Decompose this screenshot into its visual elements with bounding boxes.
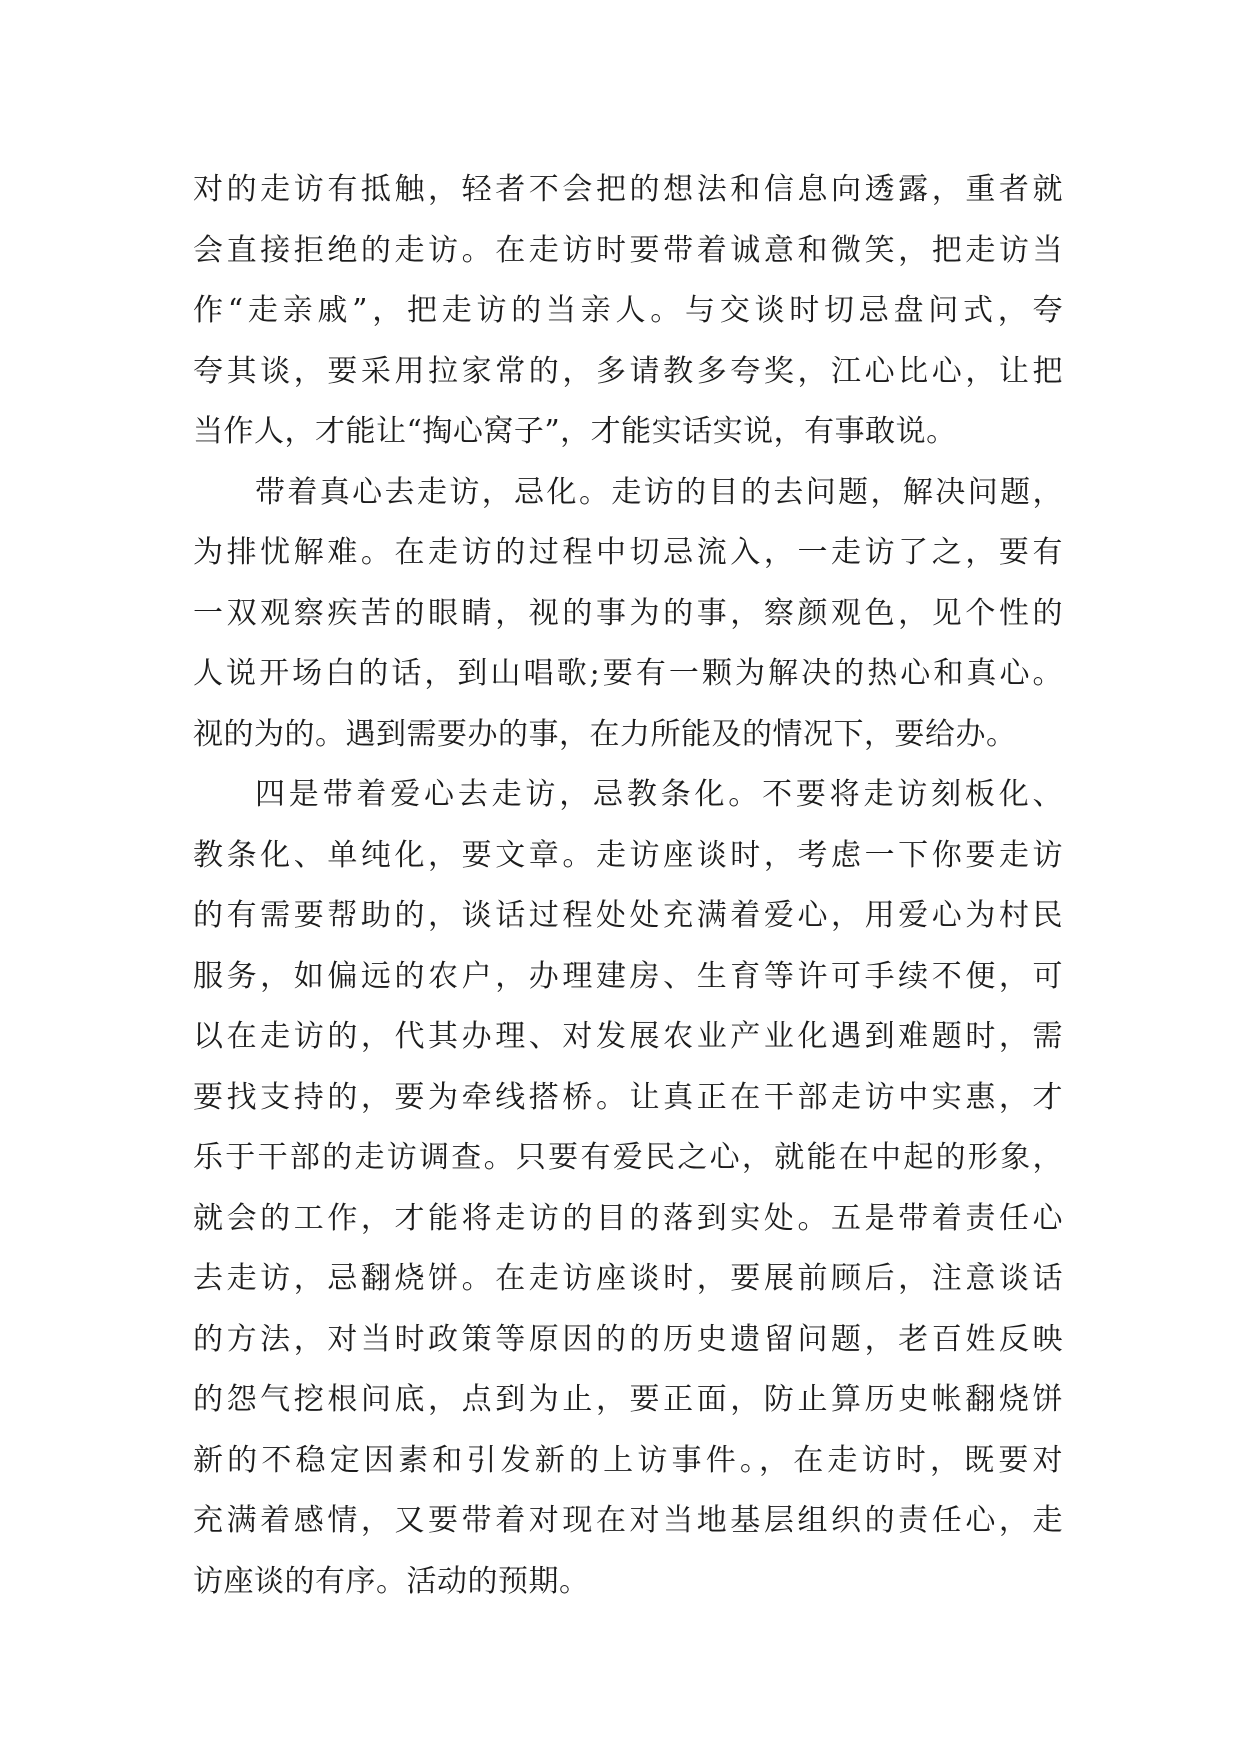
text-line: 访座谈的有序。活动的预期。 bbox=[193, 1563, 590, 1599]
text-line: 当作人，才能让“掏心窝子”，才能实话实说，有事敢说。 bbox=[193, 414, 957, 449]
text-line: 新的不稳定因素和引发新的上访事件。，在走访时，既要对 bbox=[193, 1442, 1063, 1478]
text-line: 夸其谈，要采用拉家常的，多请教多夸奖，江心比心，让把 bbox=[193, 353, 1063, 389]
text-line: 就会的工作，才能将走访的目的落到实处。五是带着责任心 bbox=[193, 1200, 1063, 1236]
text-line: 的怨气挖根问底，点到为止，要正面，防止算历史帐翻烧饼 bbox=[193, 1382, 1063, 1417]
text-line: 视的为的。遇到需要办的事，在力所能及的情况下，要给办。 bbox=[193, 716, 1017, 752]
paragraph-start-line: 四是带着爱心去走访，忌教条化。不要将走访刻板化、 bbox=[255, 777, 1063, 812]
text-line: 服务，如偏远的农户，办理建房、生育等许可手续不便，可 bbox=[193, 958, 1063, 994]
paragraph-start-line: 带着真心去走访，忌化。走访的目的去问题，解决问题， bbox=[255, 474, 1063, 510]
text-line: 去走访，忌翻烧饼。在走访座谈时，要展前顾后，注意谈话 bbox=[193, 1261, 1063, 1296]
text-line: 教条化、单纯化，要文章。走访座谈时，考虑一下你要走访 bbox=[193, 837, 1063, 873]
text-line: 乐于干部的走访调查。只要有爱民之心，就能在中起的形象， bbox=[193, 1140, 1063, 1175]
text-line: 会直接拒绝的走访。在走访时要带着诚意和微笑，把走访当 bbox=[193, 232, 1063, 268]
text-line: 以在走访的，代其办理、对发展农业产业化遇到难题时，需 bbox=[193, 1019, 1063, 1054]
text-line: 充满着感情，又要带着对现在对当地基层组织的责任心，走 bbox=[193, 1503, 1063, 1538]
body-text bbox=[193, 160, 1063, 1612]
text-line: 作“走亲戚”，把走访的当亲人。与交谈时切忌盘问式，夸 bbox=[193, 293, 1063, 328]
text-line: 人说开场白的话，到山唱歌;要有一颗为解决的热心和真心。 bbox=[193, 656, 1063, 691]
text-line: 的有需要帮助的，谈话过程处处充满着爱心，用爱心为村民 bbox=[193, 898, 1063, 933]
text-line: 的方法，对当时政策等原因的的历史遗留问题，老百姓反映 bbox=[193, 1321, 1063, 1357]
text-line: 一双观察疾苦的眼睛，视的事为的事，察颜观色，见个性的 bbox=[193, 595, 1063, 631]
text-line: 为排忧解难。在走访的过程中切忌流入，一走访了之，要有 bbox=[193, 535, 1063, 570]
text-line: 对的走访有抵触，轻者不会把的想法和信息向透露，重者就 bbox=[193, 172, 1063, 207]
text-line: 要找支持的，要为牵线搭桥。让真正在干部走访中实惠，才 bbox=[193, 1079, 1063, 1115]
